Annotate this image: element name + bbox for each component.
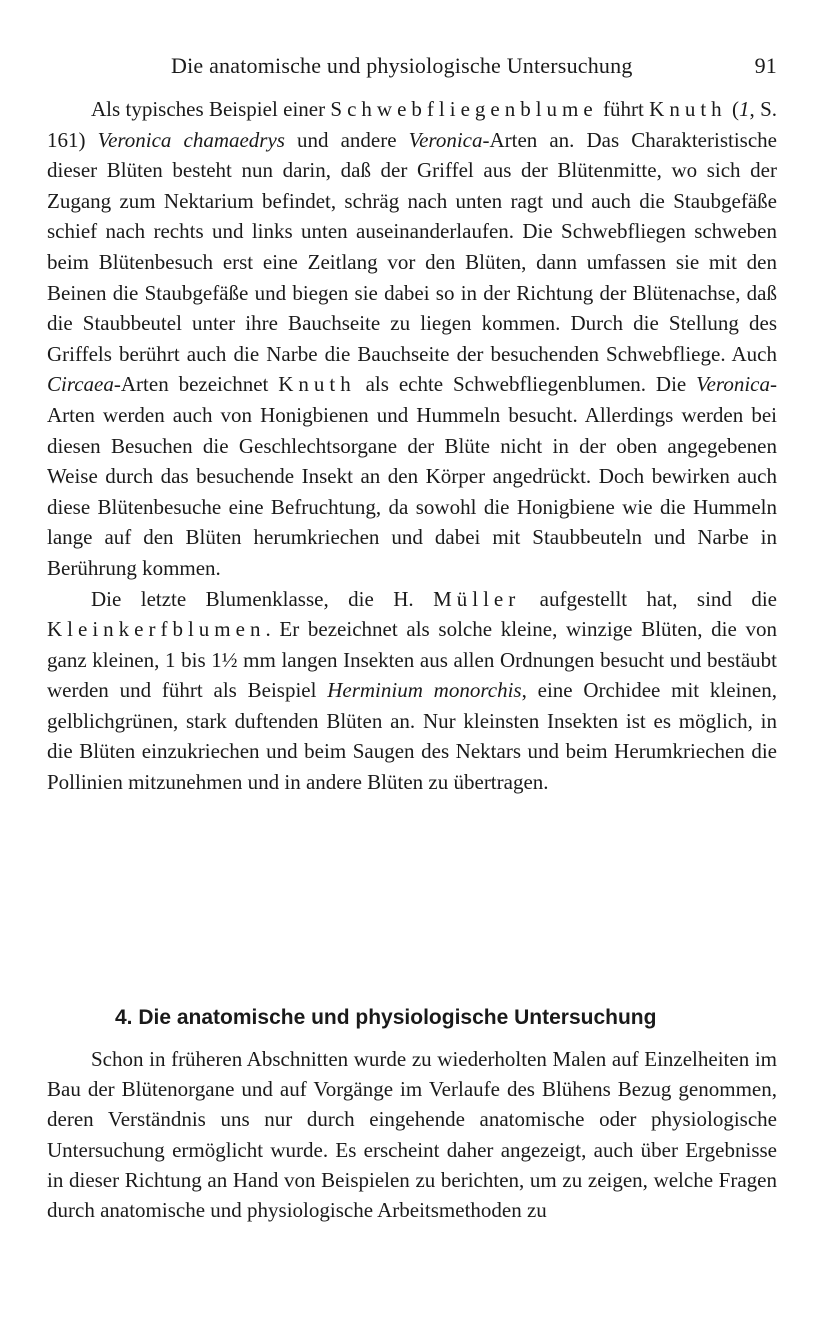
term-schwebfliegenblume: Schwebfliegenblume	[330, 97, 598, 121]
paragraph-schwebfliegenblumen	[47, 94, 777, 584]
text-run: -Arten werden auch von Honigbienen und Hummeln besucht. Allerdings werden bei diesen Besuchen die Geschlechtsorgane der Blüte nicht in der oben angegebenen Weise durch das besuchende Insekt an den Körper angedrückt. Doch bewirken auch diese Blütenbesuche eine Befruchtung, da sowohl die Honigbiene wie die Hummeln lange auf den Blüten herumkriechen und dabei mit Staubbeuteln und Narbe in Berührung kommen.	[47, 372, 777, 580]
section-number: 4.	[115, 1006, 133, 1029]
author-knuth: Knuth	[278, 372, 356, 397]
text-run: , eine Orchidee mit kleinen, gelblichgrünen, stark duftenden Blüten an. Nur kleinsten Insekten ist es möglich, in die Blüten einzukriechen und beim Saugen des Nektars und beim Herumkriechen die Pollinien mitzunehmen und in andere Blüten zu übertragen.	[47, 678, 777, 795]
genus-circaea: Circaea	[47, 372, 114, 397]
text-run: und andere	[284, 127, 409, 152]
page-number: 91	[754, 53, 777, 78]
species-veronica-chamaedrys: Veronica chamaedrys	[97, 127, 285, 152]
genus-veronica: Veronica	[408, 127, 483, 152]
text-run: Als typisches Beispiel einer	[91, 97, 331, 121]
text-run: -Arten an. Das Charakteristische dieser Blüten besteht nun darin, daß der Griffel aus der Blütenmitte, wo sich der Zugang zum Nektarium befindet, schräg nach unten ragt und auch die Staubgefäße schief nach rechts und links unten auseinanderlaufen. Die Schwebfliegen schweben beim Blütenbesuch erst eine Zeitlang vor den Blüten, dann umfassen sie mit den Beinen die Staubgefäße und biegen sie dabei so in der Richtung der Blütenachse, daß die Staubbeutel unter ihre Bauchseite zu liegen kommen. Durch die Stellung des Griffels berührt auch die Narbe die Bauchseite der besuchenden Schwebfliege. Auch	[47, 127, 777, 366]
author-mueller: Müller	[433, 586, 521, 611]
text-run: als echte Schwebfliegenblumen. Die	[355, 372, 697, 397]
paragraph-introduction: Schon in früheren Abschnitten wurde zu wiederholten Malen auf Einzelheiten im Bau der Blütenorgane und auf Vorgänge im Verlaufe des Blühens Bezug genommen, deren Verständnis uns nur durch eingehende anatomische oder physiologische Untersuchung ermöglicht wurde. Es erscheint daher angezeigt, auch über Ergebnisse in dieser Richtung an Hand von Beispielen zu berichten, um zu zeigen, welche Fragen durch anatomische und physiologische Arbeitsmethoden zu	[47, 1047, 777, 1223]
body-text-lower	[47, 1044, 777, 1225]
running-head	[47, 53, 777, 81]
section-title: Die anatomische und physiologische Untersuchung	[138, 1006, 657, 1029]
text-run: aufgestellt hat, sind die	[520, 586, 777, 611]
text-run: (	[726, 97, 739, 121]
body-text-upper	[47, 94, 777, 798]
text-run: , S. 161)	[47, 97, 778, 152]
text-run: führt	[597, 97, 650, 121]
reference-number: 1	[739, 97, 750, 121]
section-heading	[115, 1006, 656, 1030]
paragraph-kleinkerfblumen	[47, 584, 777, 798]
author-knuth: Knuth	[649, 97, 727, 121]
text-run: . Er bezeichnet als solche kleine, winzige Blüten, die von ganz kleinen, 1 bis 1½ mm langen Insekten aus allen Ordnungen besucht und bestäubt werden und führt als Beispiel	[47, 617, 777, 703]
term-kleinkerfblumen: Kleinkerfblumen	[47, 617, 266, 642]
running-title: Die anatomische und physiologische Untersuchung	[171, 53, 633, 78]
text-run: -Arten bezeichnet	[113, 372, 279, 397]
text-run: Die letzte Blumenklasse, die H.	[91, 586, 434, 611]
species-herminium-monorchis: Herminium monorchis	[327, 678, 522, 703]
genus-veronica: Veronica	[696, 372, 770, 397]
